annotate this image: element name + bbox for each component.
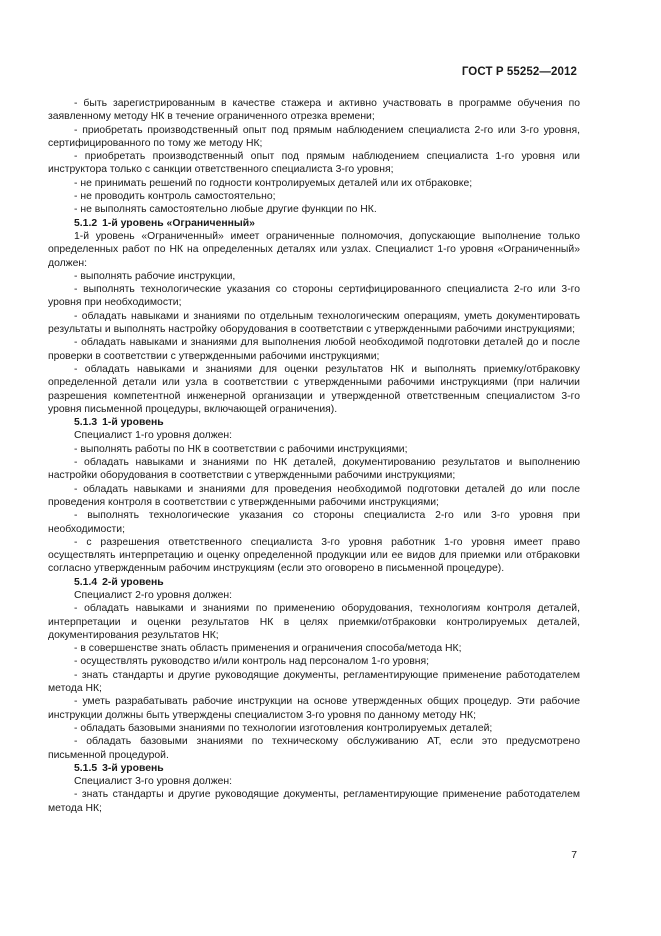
section-title: 2-й уровень	[102, 576, 164, 588]
paragraph: - обладать навыками и знаниями по НК деталей, документированию результатов и выполнению настройки оборудования в соответствии с утвержденными рабочими инструкциями;	[48, 457, 580, 482]
section-heading	[48, 416, 580, 429]
section-number: 5.1.4	[74, 576, 98, 588]
paragraph: - обладать навыками и знаниями по применению оборудования, технологиям контроля деталей, интерпретации и оценки результатов НК в целях приемки/отбраковки контролируемых деталей, документирования результатов НК;	[48, 603, 580, 641]
section-number: 5.1.2	[74, 217, 98, 229]
paragraph: - быть зарегистрированным в качестве стажера и активно участвовать в программе обучения по заявленному методу НК в течение ограниченного отрезка времени;	[48, 98, 580, 123]
section-title: 1-й уровень «Ограниченный»	[102, 217, 255, 229]
paragraph: - знать стандарты и другие руководящие документы, регламентирующие применение работодателем метода НК;	[48, 669, 580, 695]
paragraph: - приобретать производственный опыт под прямым наблюдением специалиста 2-го или 3-го уровня, сертифицированного по тому же методу НК;	[48, 124, 580, 149]
paragraph: - уметь разрабатывать рабочие инструкции на основе утвержденных общих процедур. Эти рабочие инструкции должны быть утверждены специалистом 3-го уровня по данному методу НК;	[48, 696, 580, 721]
paragraph: Специалист 3-го уровня должен:	[74, 776, 233, 788]
page-number: 7	[571, 850, 577, 861]
section-heading	[48, 576, 580, 589]
paragraph: 1-й уровень «Ограниченный» имеет ограниченные полномочия, допускающие выполнение только определенных работ по НК на определенных деталях или узлах. Специалист 1-го уровня «Ограниченный» должен:	[48, 230, 580, 269]
paragraph: - выполнять рабочие инструкции,	[74, 270, 236, 282]
paragraph: - обладать навыками и знаниями по отдельным технологическим операциям, уметь документировать результаты и выполнять настройку оборудования в соответствии с утвержденными рабочими инструкциями;	[48, 310, 580, 336]
section-title: 1-й уровень	[102, 417, 164, 429]
paragraph: Специалист 1-го уровня должен:	[74, 430, 233, 442]
document-header: ГОСТ Р 55252—2012	[461, 66, 577, 78]
document-body	[48, 97, 580, 815]
paragraph: - приобретать производственный опыт под прямым наблюдением специалиста 1-го уровня или инструктора только с санкции ответственного специалиста 3-го уровня;	[48, 151, 580, 176]
section-title: 3-й уровень	[102, 762, 164, 774]
paragraph: - обладать навыками и знаниями для проведения необходимой подготовки деталей до или после проведения контроля в соответствии с утвержденными рабочими инструкциями;	[48, 483, 580, 508]
section-heading	[48, 762, 580, 775]
paragraph: - выполнять работы по НК в соответствии с рабочими инструкциями;	[74, 443, 408, 455]
paragraph: Специалист 2-го уровня должен:	[74, 589, 233, 601]
paragraph: - выполнять технологические указания со стороны специалиста 2-го или 3-го уровня при необходимости;	[48, 510, 580, 535]
paragraph: - обладать навыками и знаниями для выполнения любой необходимой подготовки деталей до и после проверки в соответствии с утвержденными рабочими инструкциями;	[48, 337, 580, 362]
paragraph: - обладать навыками и знаниями для оценки результатов НК и выполнять приемку/отбраковку определенной детали или узла в соответствии с утвержденными рабочими инструкциями (при наличии разрешения компетентной инженерной организации и утвержденной ответственным специалистом 3-го уровня письменной процедуры, включающей ограничения).	[48, 363, 580, 415]
paragraph: - не принимать решений по годности контролируемых деталей или их отбраковке;	[74, 177, 473, 189]
paragraph: - не проводить контроль самостоятельно;	[74, 191, 276, 203]
paragraph: - не выполнять самостоятельно любые другие функции по НК.	[74, 204, 377, 216]
section-number: 5.1.5	[74, 762, 98, 774]
paragraph: - выполнять технологические указания со стороны сертифицированного специалиста 2-го или 3-го уровня при необходимости;	[48, 284, 580, 309]
paragraph: - с разрешения ответственного специалиста 3-го уровня работник 1-го уровня имеет право осуществлять интерпретацию и оценку определенной продукции или ее видов для приемки или отбраковки согласно утвержденным рабочим инструкциям (если это оговорено в письменной процедуре).	[48, 536, 580, 575]
paragraph: - знать стандарты и другие руководящие документы, регламентирующие применение работодателем метода НК;	[48, 789, 580, 814]
section-heading	[48, 217, 580, 230]
paragraph: - в совершенстве знать область применения и ограничения способа/метода НК;	[74, 643, 462, 655]
paragraph: - осуществлять руководство и/или контроль над персоналом 1-го уровня;	[74, 656, 430, 668]
paragraph: - обладать базовыми знаниями по технологии изготовления контролируемых деталей;	[74, 722, 493, 734]
section-number: 5.1.3	[74, 417, 98, 429]
paragraph: - обладать базовыми знаниями по техническому обслуживанию АТ, если это предусмотрено письменной процедурой.	[48, 736, 580, 761]
